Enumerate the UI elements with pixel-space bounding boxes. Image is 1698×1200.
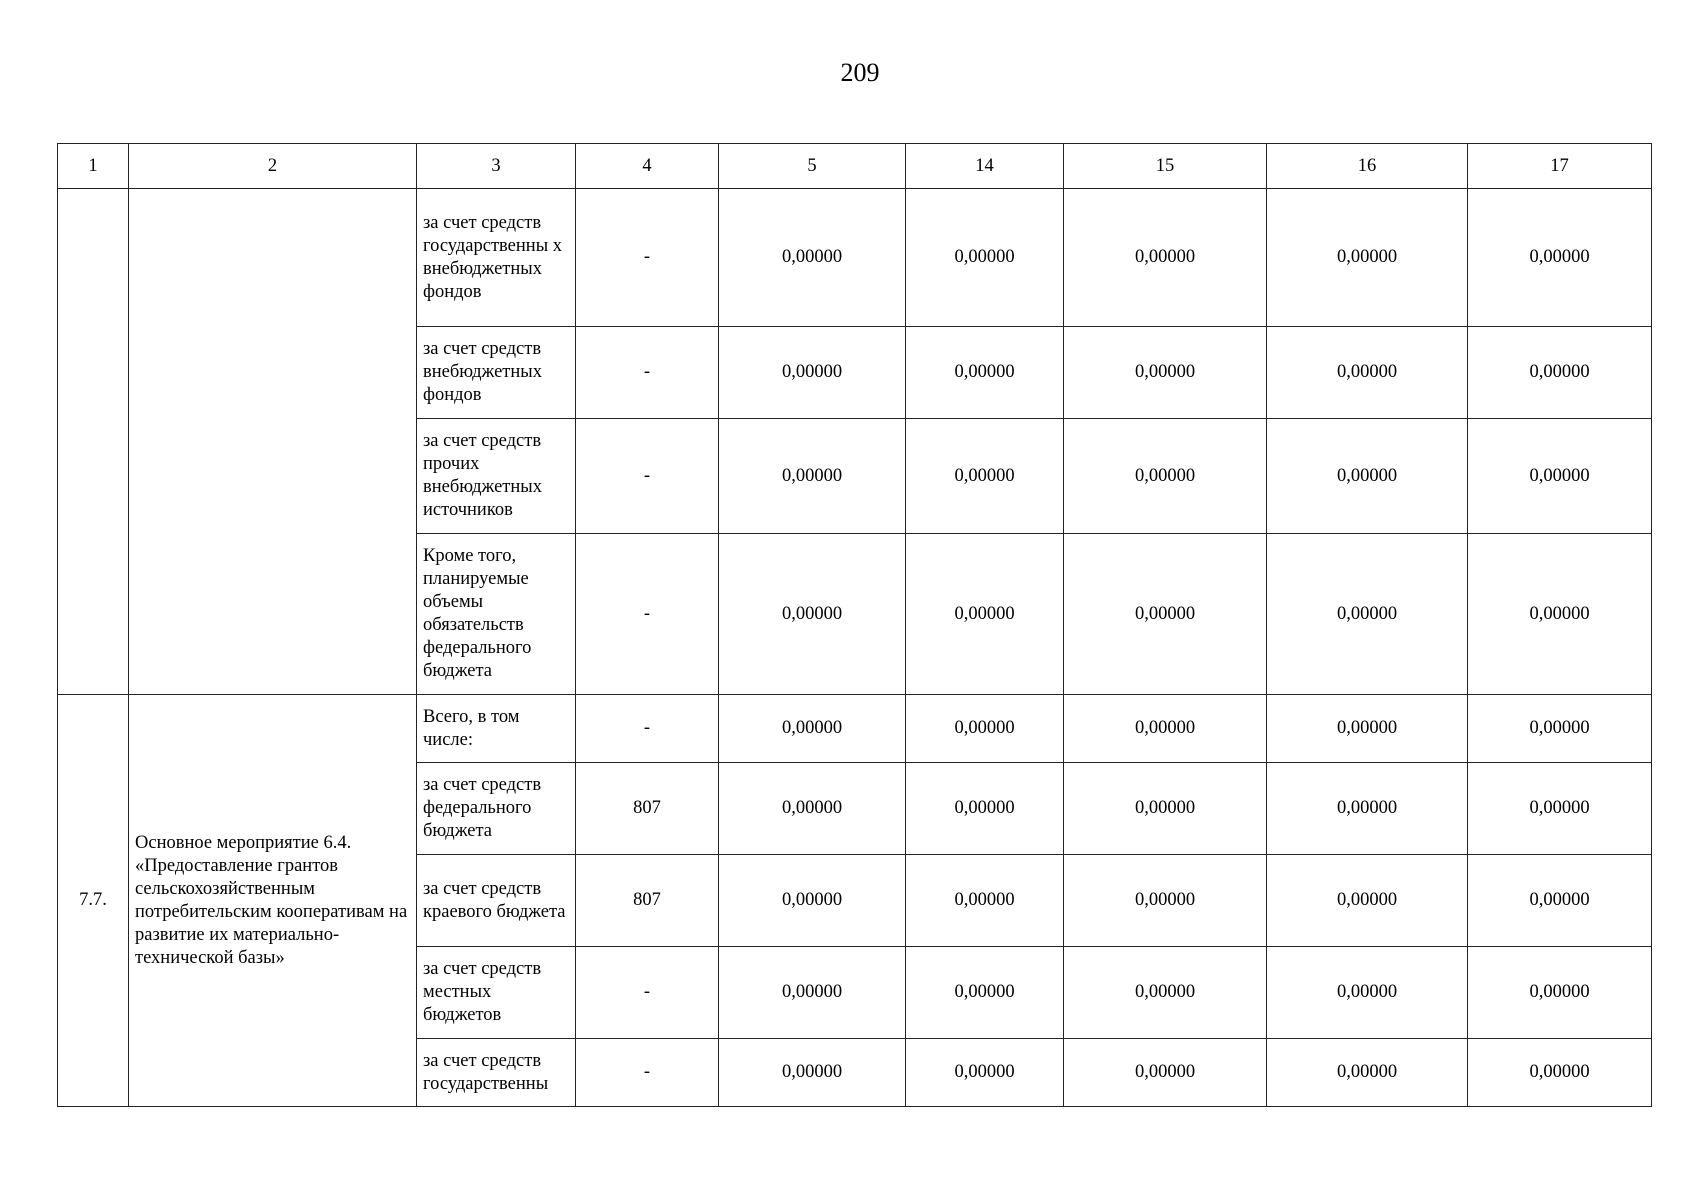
value-col-5: 0,00000 xyxy=(719,1039,906,1107)
source-label: за счет средств государственны xyxy=(417,1039,576,1107)
source-label: за счет средств краевого бюджета xyxy=(417,855,576,947)
table-row xyxy=(58,189,1652,327)
value-col-14: 0,00000 xyxy=(906,947,1064,1039)
budget-code: - xyxy=(576,947,719,1039)
page-number: 209 xyxy=(840,58,880,87)
value-col-16: 0,00000 xyxy=(1267,855,1468,947)
value-col-5: 0,00000 xyxy=(719,763,906,855)
budget-code: - xyxy=(576,534,719,695)
value-col-17: 0,00000 xyxy=(1468,534,1652,695)
budget-code: 807 xyxy=(576,763,719,855)
col-header-1: 1 xyxy=(58,144,129,189)
value-col-15: 0,00000 xyxy=(1064,419,1267,534)
value-col-15: 0,00000 xyxy=(1064,189,1267,327)
table-row xyxy=(58,695,1652,763)
value-col-17: 0,00000 xyxy=(1468,327,1652,419)
value-col-14: 0,00000 xyxy=(906,327,1064,419)
value-col-15: 0,00000 xyxy=(1064,763,1267,855)
value-col-17: 0,00000 xyxy=(1468,1039,1652,1107)
value-col-14: 0,00000 xyxy=(906,189,1064,327)
budget-code: 807 xyxy=(576,855,719,947)
value-col-17: 0,00000 xyxy=(1468,763,1652,855)
row-number-cell xyxy=(58,189,129,695)
budget-code: - xyxy=(576,189,719,327)
value-col-17: 0,00000 xyxy=(1468,695,1652,763)
value-col-14: 0,00000 xyxy=(906,855,1064,947)
value-col-5: 0,00000 xyxy=(719,419,906,534)
value-col-15: 0,00000 xyxy=(1064,1039,1267,1107)
value-col-16: 0,00000 xyxy=(1267,947,1468,1039)
budget-code: - xyxy=(576,695,719,763)
financing-table xyxy=(57,143,1652,1107)
col-header-5: 5 xyxy=(719,144,906,189)
value-col-14: 0,00000 xyxy=(906,419,1064,534)
value-col-5: 0,00000 xyxy=(719,534,906,695)
value-col-14: 0,00000 xyxy=(906,695,1064,763)
row-number: 7.7. xyxy=(58,695,129,1107)
value-col-15: 0,00000 xyxy=(1064,695,1267,763)
value-col-5: 0,00000 xyxy=(719,855,906,947)
value-col-16: 0,00000 xyxy=(1267,1039,1468,1107)
value-col-14: 0,00000 xyxy=(906,763,1064,855)
value-col-16: 0,00000 xyxy=(1267,534,1468,695)
source-label: за счет средств прочих внебюджетных источников xyxy=(417,419,576,534)
row-name-cell xyxy=(129,189,417,695)
budget-code: - xyxy=(576,419,719,534)
value-col-15: 0,00000 xyxy=(1064,327,1267,419)
value-col-16: 0,00000 xyxy=(1267,189,1468,327)
value-col-15: 0,00000 xyxy=(1064,947,1267,1039)
col-header-16: 16 xyxy=(1267,144,1468,189)
value-col-15: 0,00000 xyxy=(1064,534,1267,695)
value-col-5: 0,00000 xyxy=(719,327,906,419)
value-col-16: 0,00000 xyxy=(1267,763,1468,855)
value-col-17: 0,00000 xyxy=(1468,947,1652,1039)
value-col-16: 0,00000 xyxy=(1267,695,1468,763)
col-header-2: 2 xyxy=(129,144,417,189)
col-header-14: 14 xyxy=(906,144,1064,189)
col-header-17: 17 xyxy=(1468,144,1652,189)
source-label: Кроме того, планируемые объемы обязательств федерального бюджета xyxy=(417,534,576,695)
measure-name: Основное мероприятие 6.4. «Предоставление грантов сельскохозяйственным потребительским кооперативам на развитие их материально-технической базы» xyxy=(129,695,417,1107)
budget-code: - xyxy=(576,1039,719,1107)
value-col-5: 0,00000 xyxy=(719,947,906,1039)
source-label: за счет средств местных бюджетов xyxy=(417,947,576,1039)
col-header-15: 15 xyxy=(1064,144,1267,189)
value-col-5: 0,00000 xyxy=(719,695,906,763)
value-col-17: 0,00000 xyxy=(1468,189,1652,327)
value-col-16: 0,00000 xyxy=(1267,327,1468,419)
budget-code: - xyxy=(576,327,719,419)
value-col-16: 0,00000 xyxy=(1267,419,1468,534)
source-label: за счет средств государственны х внебюджетных фондов xyxy=(417,189,576,327)
value-col-17: 0,00000 xyxy=(1468,855,1652,947)
source-label: за счет средств федерального бюджета xyxy=(417,763,576,855)
source-label: за счет средств внебюджетных фондов xyxy=(417,327,576,419)
header-row xyxy=(58,144,1652,189)
value-col-14: 0,00000 xyxy=(906,534,1064,695)
source-label: Всего, в том числе: xyxy=(417,695,576,763)
col-header-4: 4 xyxy=(576,144,719,189)
value-col-5: 0,00000 xyxy=(719,189,906,327)
col-header-3: 3 xyxy=(417,144,576,189)
value-col-15: 0,00000 xyxy=(1064,855,1267,947)
value-col-17: 0,00000 xyxy=(1468,419,1652,534)
value-col-14: 0,00000 xyxy=(906,1039,1064,1107)
